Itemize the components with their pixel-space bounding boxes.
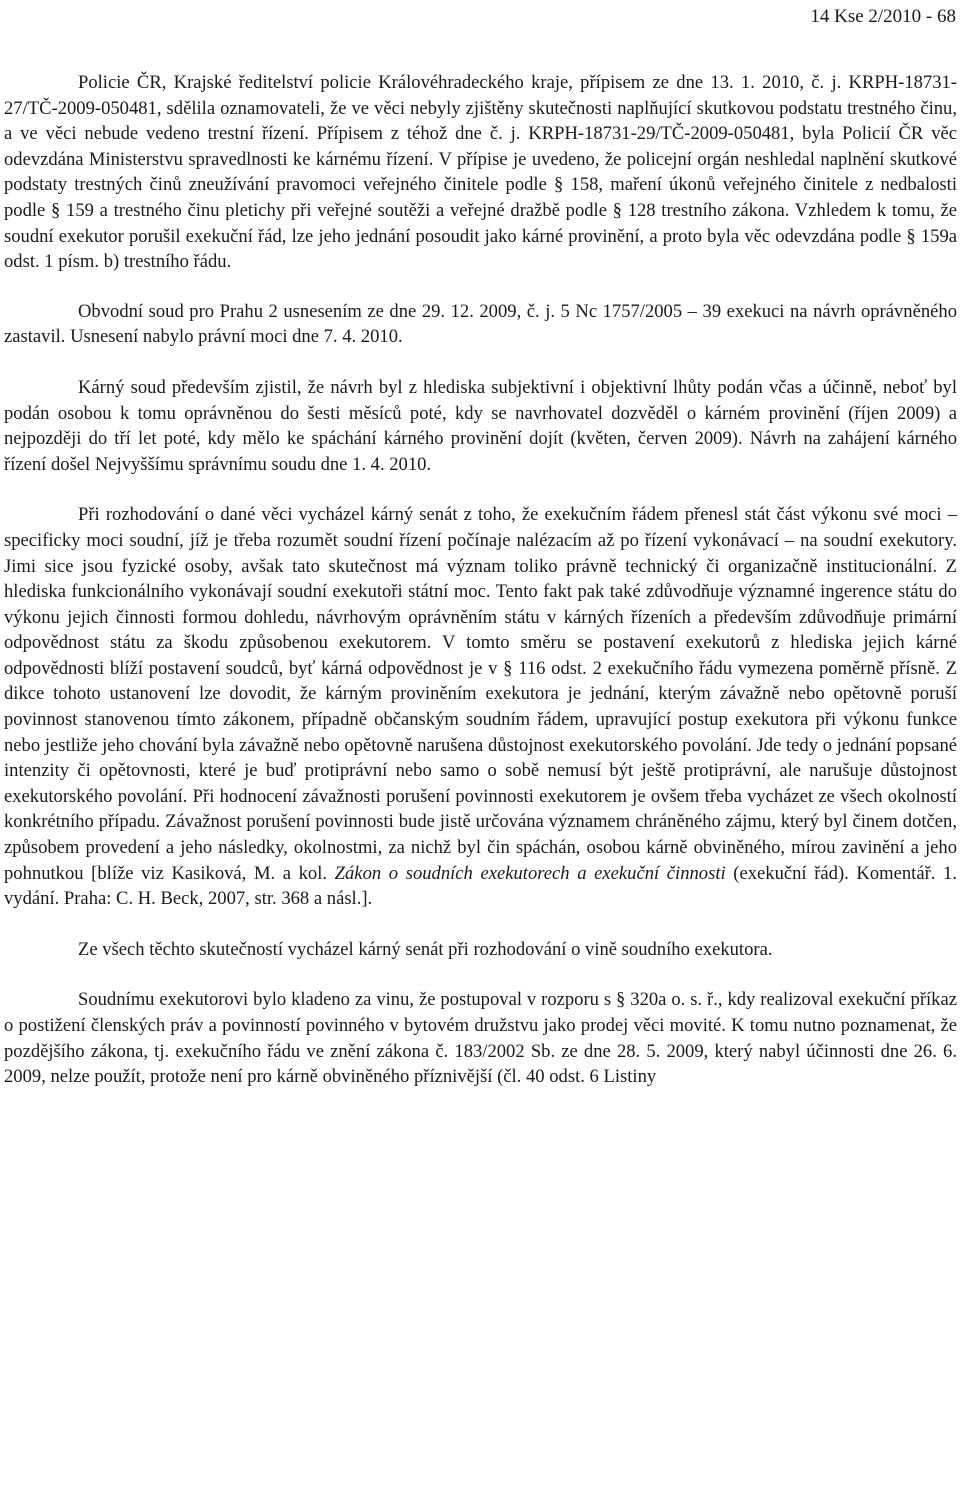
paragraph-reasoning	[4, 502, 957, 912]
paragraph-conclusion: Ze všech těchto skutečností vycházel kárný senát při rozhodování o vině soudního exekutora.	[78, 938, 773, 960]
cited-book-title: Zákon o soudních exekutorech a exekuční činnosti	[334, 862, 726, 884]
paragraph-disciplinary-court: Kárný soud především zjistil, že návrh byl z hlediska subjektivní i objektivní lhůty podán včas a účinně, neboť byl podán osobou k tomu oprávněnou do šesti měsíců poté, kdy se navrhovatel dozvěděl o kárném provinění (říjen 2009) a nejpozději do tří let poté, kdy mělo ke spáchání kárného provinění dojít (květen, červen 2009). Návrh na zahájení kárného řízení došel Nejvyššímu správnímu soudu dne 1. 4. 2010.	[4, 376, 957, 475]
reasoning-text-end: (exekuční řád). Komentář. 1. vydání. Praha: C. H. Beck, 2007, str. 368 a násl.].	[4, 862, 957, 910]
paragraph-charge: Soudnímu exekutorovi bylo kladeno za vinu, že postupoval v rozporu s § 320a o. s. ř., kdy realizoval exekuční příkaz o postižení členských práv a povinností povinného v bytovém družstvu jako prodej věci movité. K tomu nutno poznamenat, že pozdějšího zákona, tj. exekučního řádu ve znění zákona č. 183/2002 Sb. ze dne 28. 5. 2009, který nabyl účinnosti dne 26. 6. 2009, nelze použít, protože není pro kárně obviněného příznivější (čl. 40 odst. 6 Listiny	[4, 989, 957, 1088]
reasoning-text: Při rozhodování o dané věci vycházel kárný senát z toho, že exekučním řádem přenesl stát část výkonu své moci – specificky moci soudní, jíž je třeba rozumět soudní řízení počínaje nalézacím až po řízení vykonávací – na soudní exekutory. Jimi sice jsou fyzické osoby, avšak tato skutečnost má význam toliko právně technický či organizačně institucionální. Z hlediska funkcionálního vykonávají soudní exekutoři státní moc. Tento fakt pak také zdůvodňuje významné ingerence státu do výkonu jejich činnosti formou dohledu, návrhovým oprávněním státu v kárných řízeních a především zdůvodňuje primární odpovědnost státu za škodu způsobenou exekutorem. V tomto směru se postavení exekutorů z hlediska jejich kárné odpovědnosti blíží postavení soudců, byť kárná odpovědnost je v § 116 odst. 2 exekučního řádu vymezena poměrně přísně. Z dikce tohoto ustanovení lze dovodit, že kárným proviněním exekutora je jednání, kterým závažně nebo opětovně poruší povinnost stanovenou tímto zákonem, případně občanským soudním řádem, upravující postup exekutora při výkonu funkce nebo jestliže jeho chování byla závažně nebo opětovně narušena důstojnost exekutorského povolání. Jde tedy o jednání popsané intenzity či opětovnosti, které je buď protiprávní nebo samo o sobě nemusí být ještě protiprávní, ale narušuje důstojnost exekutorského povolání. Při hodnocení závažnosti porušení povinnosti exekutorem je ovšem třeba vycházet ze všech okolností konkrétního případu. Závažnost porušení povinnosti bude jistě určována významem chráněného zájmu, který byl činem dotčen, způsobem provedení a jeho následky, okolnostmi, za nichž byl čin spáchán, osobou kárně obviněného, mírou zavinění a jeho pohnutkou [blíže viz Kasiková, M. a kol.	[4, 504, 957, 884]
case-reference: 14 Kse 2/2010 - 68	[810, 6, 956, 27]
document-body	[4, 70, 957, 1090]
paragraph-police-notice: Policie ČR, Krajské ředitelství policie Královéhradeckého kraje, přípisem ze dne 13. 1. 2010, č. j. KRPH-18731-27/TČ-2009-050481, sdělila oznamovateli, že ve věci nebyly zjištěny skutečnosti naplňující skutkovou podstatu trestného činu, a ve věci nebude vedeno trestní řízení. Přípisem z téhož dne č. j. KRPH-18731-29/TČ-2009-050481, byla Policií ČR věc odevzdána Ministerstvu spravedlnosti ke kárnému řízení. V přípise je uvedeno, že policejní orgán neshledal naplnění skutkové podstaty trestných činů zneužívání pravomoci veřejného činitele podle § 158, maření úkonů veřejného činitele z nedbalosti podle § 159 a trestného činu pletichy při veřejné soutěži a veřejné dražbě podle § 128 trestního zákona. Vzhledem k tomu, že soudní exekutor porušil exekuční řád, lze jeho jednání posoudit jako kárné provinění, a proto byla věc odevzdána podle § 159a odst. 1 písm. b) trestního řádu.	[4, 72, 957, 273]
paragraph-district-court: Obvodní soud pro Prahu 2 usnesením ze dne 29. 12. 2009, č. j. 5 Nc 1757/2005 – 39 exekuci na návrh oprávněného zastavil. Usnesení nabylo právní moci dne 7. 4. 2010.	[4, 300, 957, 348]
